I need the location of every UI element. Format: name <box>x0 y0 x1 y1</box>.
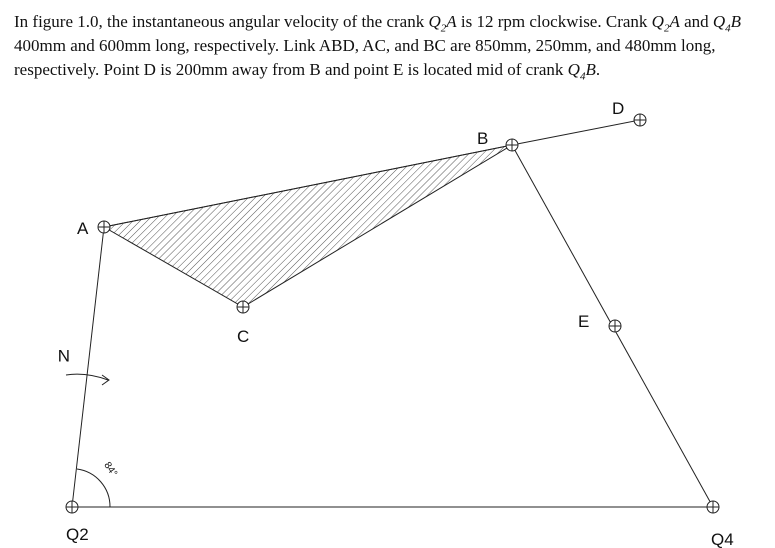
label-c: C <box>237 327 250 346</box>
angle-arc <box>77 469 110 507</box>
label-n: N <box>57 346 70 365</box>
label-q2: Q2 <box>66 525 89 544</box>
text-segment: In figure 1.0, the instantaneous angular velocity of the crank <box>14 12 429 31</box>
joint-e <box>609 320 621 332</box>
joint-d <box>634 114 646 126</box>
joint-a <box>98 221 110 233</box>
symbol-q4b: $Q_4B$ <box>567 60 596 82</box>
text-segment: is 12 rpm clockwise. Crank <box>456 12 652 31</box>
joint-q4 <box>707 501 719 513</box>
label-q4: Q4 <box>711 530 734 548</box>
symbol-q2a: $Q_2A$ <box>651 12 680 35</box>
joint-c <box>237 301 249 313</box>
link-abc-hatched <box>104 145 512 307</box>
label-a: A <box>77 219 89 238</box>
joint-q2 <box>66 501 78 513</box>
problem-line-2: 400mm and 600mm long, respectively. Link ABD, AC, and BC are 850mm, 250mm, and 480mm long, <box>14 36 716 55</box>
text-segment: . <box>595 60 601 79</box>
link-q2-a <box>72 227 104 507</box>
link-b-d <box>512 120 640 145</box>
label-b: B <box>477 129 489 148</box>
text-segment: and <box>679 12 713 31</box>
symbol-q4: $Q_4B$ <box>712 12 742 35</box>
joint-b <box>506 139 518 151</box>
label-d: D <box>612 99 625 118</box>
label-e: E <box>578 312 590 331</box>
angle-label: 84° <box>101 460 120 479</box>
symbol-q2a: $Q_2A$ <box>428 12 457 35</box>
text-segment: respectively. Point D is 200mm away from B and point E is located mid of crank <box>14 60 568 79</box>
